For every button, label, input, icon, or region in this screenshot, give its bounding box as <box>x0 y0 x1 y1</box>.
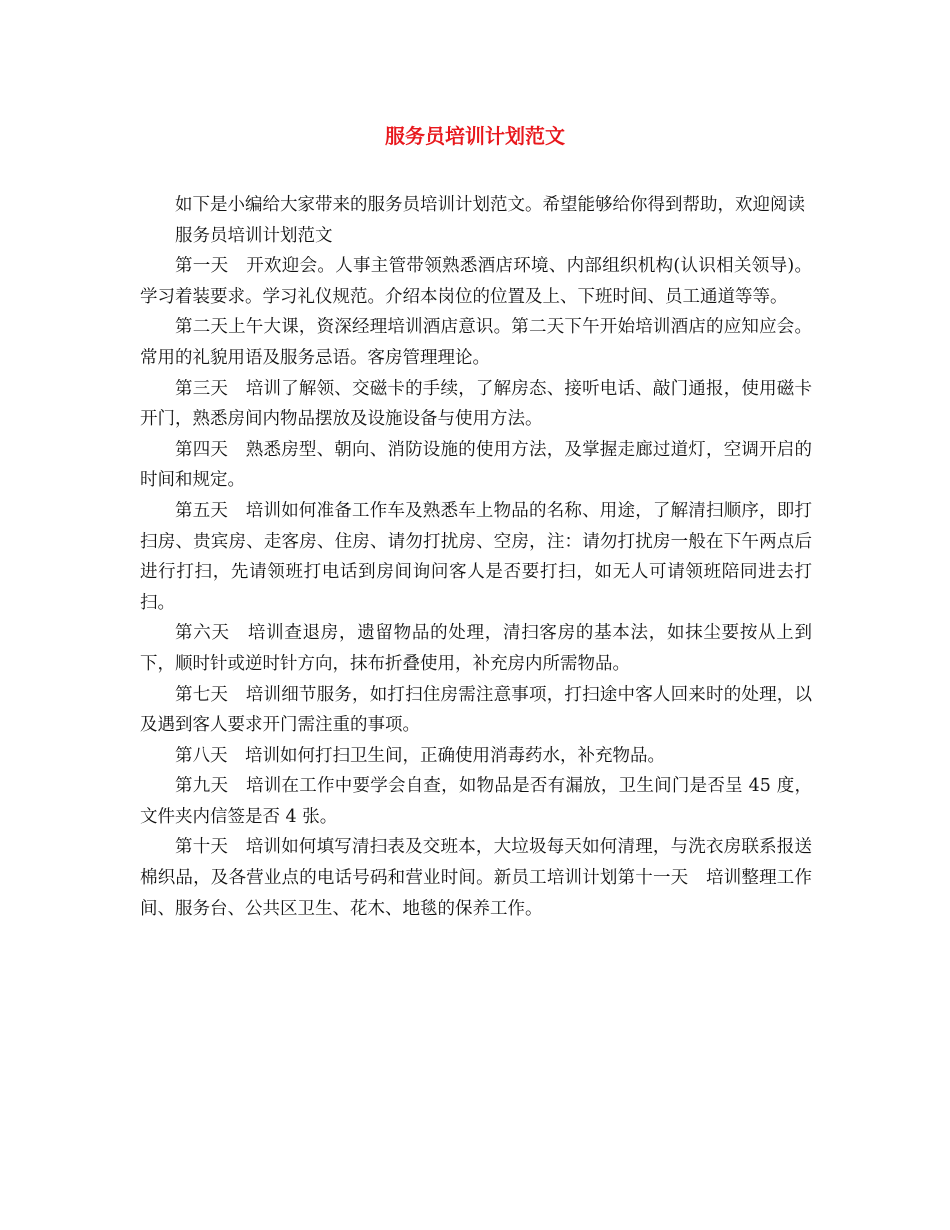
subtitle-paragraph: 服务员培训计划范文 <box>175 225 333 246</box>
day-9-paragraph: 第九天 培训在工作中要学会自查，如物品是否有漏放，卫生间门是否呈 45 度，文件夹内信签是否 4 张。 <box>140 776 812 827</box>
day-7-paragraph: 第七天 培训细节服务，如打扫住房需注意事项，打扫途中客人回来时的处理，以及遇到客人要求开门需注重的事项。 <box>140 684 812 736</box>
day-8-paragraph: 第八天 培训如何打扫卫生间，正确使用消毒药水，补充物品。 <box>175 745 665 766</box>
day-4-paragraph: 第四天 熟悉房型、朝向、消防设施的使用方法，及掌握走廊过道灯，空调开启的时间和规定。 <box>140 439 812 491</box>
day-5-paragraph: 第五天 培训如何准备工作车及熟悉车上物品的名称、用途，了解清扫顺序，即打扫房、贵宾房、走客房、住房、请勿打扰房、空房，注：请勿打扰房一般在下午两点后进行打扫，先请领班打电话到房间询问客人是否要打扫，如无人可请领班陪同进去打扫。 <box>140 500 812 613</box>
document-title: 服务员培训计划范文 <box>385 124 565 148</box>
day-3-paragraph: 第三天 培训了解领、交磁卡的手续，了解房态、接听电话、敲门通报，使用磁卡开门，熟悉房间内物品摆放及设施设备与使用方法。 <box>140 378 812 430</box>
day-2-paragraph: 第二天上午大课，资深经理培训酒店意识。第二天下午开始培训酒店的应知应会。常用的礼貌用语及服务忌语。客房管理理论。 <box>140 317 812 368</box>
day-1-paragraph: 第一天 开欢迎会。人事主管带领熟悉酒店环境、内部组织机构(认识相关领导)。学习着装要求。学习礼仪规范。介绍本岗位的位置及上、下班时间、员工通道等等。 <box>140 256 812 307</box>
day-6-paragraph: 第六天 培训查退房，遗留物品的处理，清扫客房的基本法，如抹尘要按从上到下，顺时针或逆时针方向，抹布折叠使用，补充房内所需物品。 <box>140 623 812 674</box>
document-body <box>140 190 812 924</box>
day-10-paragraph: 第十天 培训如何填写清扫表及交班本，大垃圾每天如何清理，与洗衣房联系报送棉织品，及各营业点的电话号码和营业时间。新员工培训计划第十一天 培训整理工作间、服务台、公共区卫生、花木、地毯的保养工作。 <box>140 837 812 919</box>
intro-paragraph: 如下是小编给大家带来的服务员培训计划范文。希望能够给你得到帮助，欢迎阅读 <box>175 195 805 215</box>
